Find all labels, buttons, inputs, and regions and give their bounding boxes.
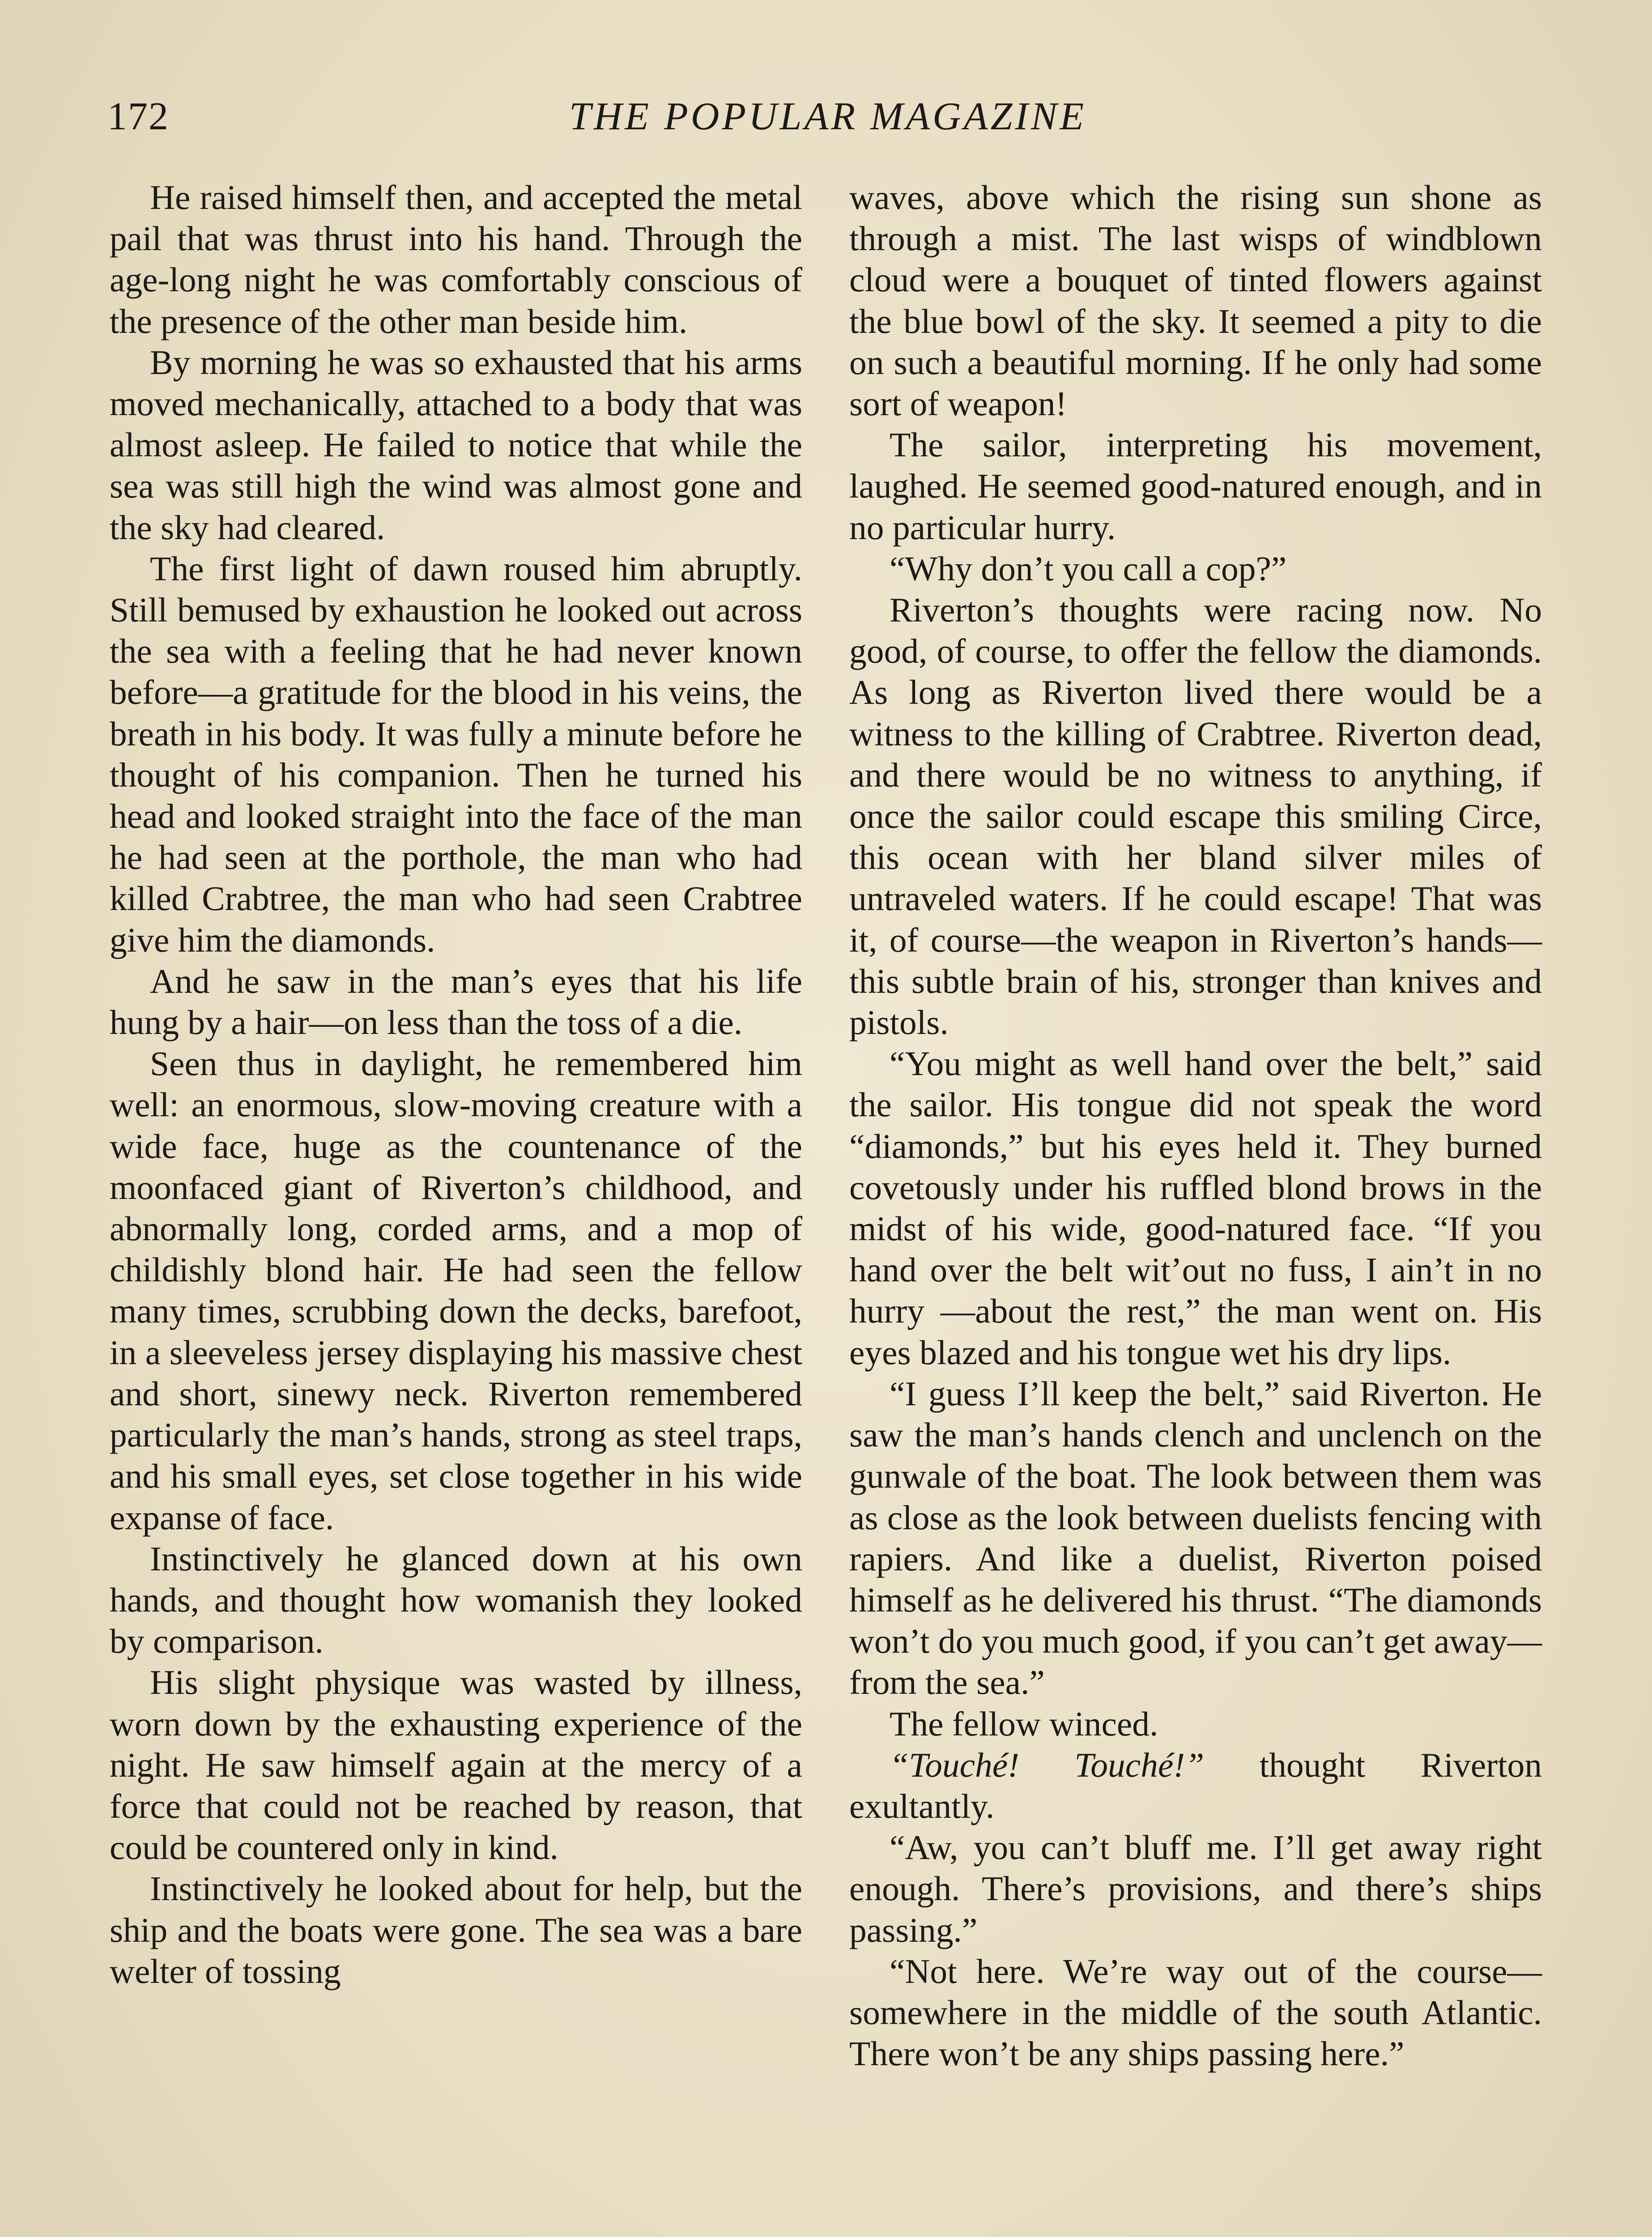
paragraph-rest: thought Riverton exultantly.: [849, 1745, 1542, 1825]
paragraph: And he saw in the man’s eyes that his life hung by a hair—on less than the toss of a die.: [110, 961, 802, 1042]
dialogue-line: “Aw, you can’t bluff me. I’ll get away right enough. There’s provisions, and there’s ships passing.”: [849, 1828, 1542, 1949]
left-column: [110, 177, 802, 1992]
paragraph: The fellow winced.: [890, 1704, 1158, 1743]
paragraph: His slight physique was wasted by illness, worn down by the exhausting experience of the night. He saw himself again at the mercy of a force that could not be reached by reason, that could be countered only in kind.: [110, 1663, 802, 1867]
paragraph: Instinctively he glanced down at his own hands, and thought how womanish they looked by comparison.: [110, 1539, 802, 1661]
paragraph: “You might as well hand over the belt,” said the sailor. His tongue did not speak the word “diamonds,” but his eyes held it. They burned covetously under his ruffled blond brows in the midst of his wide, good-natured face. “If you hand over the belt wit’out no fuss, I ain’t in no hurry —about the rest,” the man went on. His eyes blazed and his tongue wet his dry lips.: [849, 1044, 1542, 1372]
paragraph: Riverton’s thoughts were racing now. No good, of course, to offer the fellow the diamonds. As long as Riverton lived there would be a witness to the killing of Crabtree. Riverton dead, and there would be no witness to anything, if once the sailor could escape this smiling Circe, this ocean with her bland silver miles of untraveled waters. If he could escape! That was it, of course—the weapon in Riverton’s hands—this subtle brain of his, stronger than knives and pistols.: [849, 591, 1542, 1042]
paragraph: By morning he was so exhausted that his arms moved mechanically, attached to a body that was almost asleep. He failed to notice that while the sea was still high the wind was almost gone and the sky had cleared.: [110, 343, 802, 547]
paragraph: Seen thus in daylight, he remembered him well: an enormous, slow-moving creature with a wide face, huge as the countenance of the moonfaced giant of Riverton’s childhood, and abnormally long, corded arms, and a mop of childishly blond hair. He had seen the fellow many times, scrubbing down the decks, barefoot, in a sleeveless jersey displaying his massive chest and short, sinewy neck. Riverton remembered particularly the man’s hands, strong as steel traps, and his small eyes, set close together in his wide expanse of face.: [110, 1044, 802, 1537]
page-header: [103, 94, 1553, 143]
dialogue-line: “Why don’t you call a cop?”: [890, 549, 1287, 588]
paragraph: He raised himself then, and accepted the metal pail that was thrust into his hand. Through the age-long night he was comfortably conscious of the presence of the other man beside him.: [110, 178, 802, 340]
paragraph: [849, 1744, 1542, 1827]
italic-exclamation: “Touché! Touché!”: [890, 1745, 1205, 1784]
paragraph: The sailor, interpreting his movement, laughed. He seemed good-natured enough, and in no particular hurry.: [849, 425, 1542, 547]
running-head: THE POPULAR MAGAZINE: [569, 95, 1087, 138]
paragraph: The first light of dawn roused him abruptly. Still bemused by exhaustion he looked out across the sea with a feeling that he had never known before—a gratitude for the blood in his veins, the breath in his body. It was fully a minute before he thought of his companion. Then he turned his head and looked straight into the face of the man he had seen at the porthole, the man who had killed Crabtree, the man who had seen Crabtree give him the diamonds.: [110, 549, 802, 959]
page-number: 172: [107, 95, 169, 138]
dialogue-line: “Not here. We’re way out of the course—somewhere in the middle of the south Atlantic. There won’t be any ships passing here.”: [849, 1952, 1542, 2073]
paragraph-continued: waves, above which the rising sun shone as through a mist. The last wisps of windblown cloud were a bouquet of tinted flowers against the blue bowl of the sky. It seemed a pity to die on such a beautiful morning. If he only had some sort of weapon!: [849, 178, 1542, 423]
right-column: [849, 177, 1542, 2074]
paragraph: “I guess I’ll keep the belt,” said Riverton. He saw the man’s hands clench and unclench on the gunwale of the boat. The look between them was as close as the look between duelists fencing with rapiers. And like a duelist, Riverton poised himself as he delivered his thrust. “The diamonds won’t do you much good, if you can’t get away—from the sea.”: [849, 1374, 1542, 1702]
paragraph: Instinctively he looked about for help, but the ship and the boats were gone. The sea was a bare welter of tossing: [110, 1869, 802, 1990]
